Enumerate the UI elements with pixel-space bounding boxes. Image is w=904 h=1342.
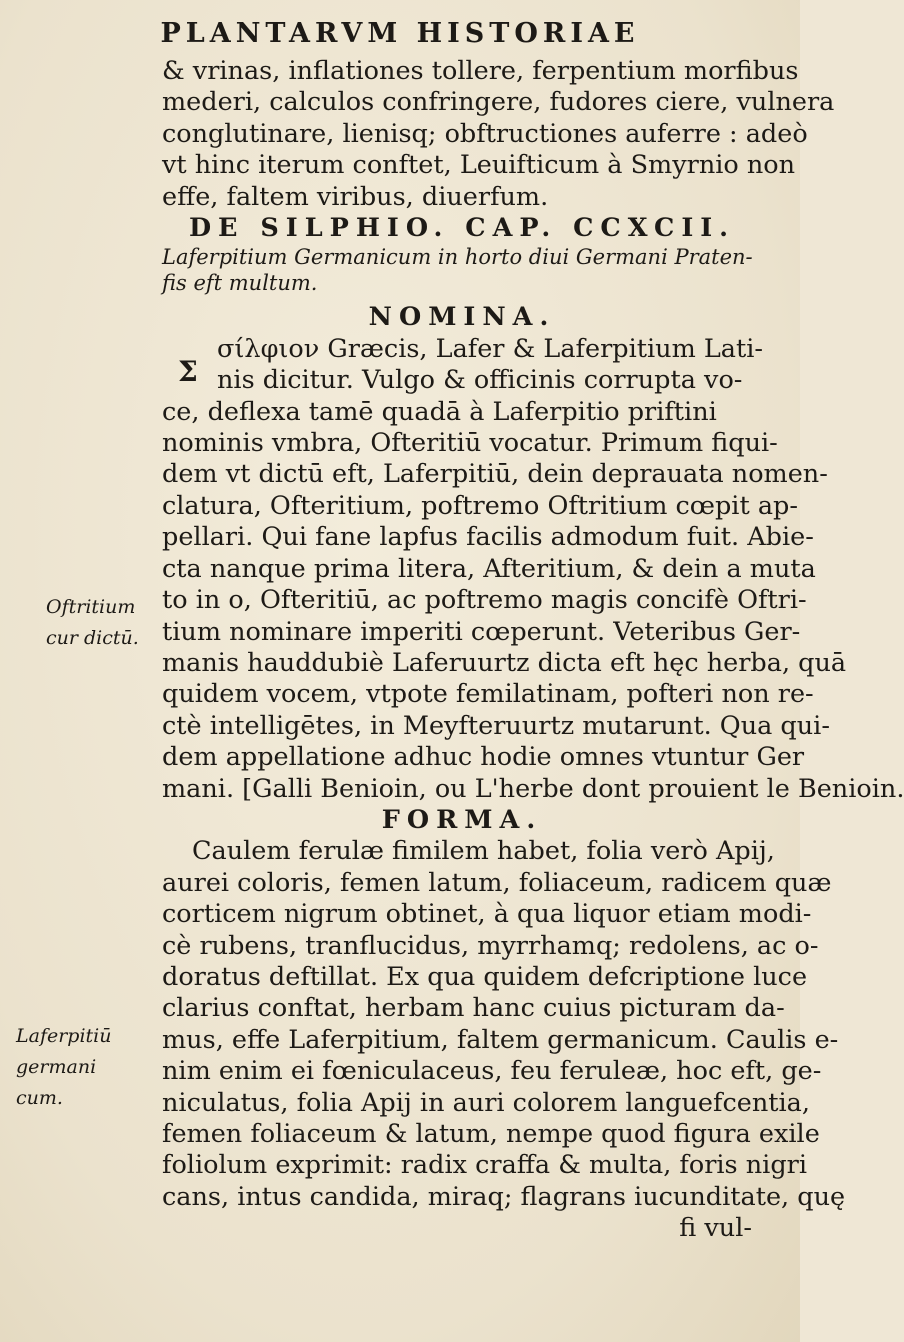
- text-line: doratus deftillat. Ex qua quidem defcriptione luce: [162, 961, 808, 992]
- text-line: corticem nigrum obtinet, à qua liquor etiam modi-: [162, 899, 812, 930]
- text-line: mederi, calculos confringere, fudores ciere, vulnera: [162, 87, 835, 118]
- text-line: manis hauddubiè Laferuurtz dicta eft hęc herba, quā: [162, 647, 847, 678]
- nomina-sign: Σ: [178, 355, 198, 388]
- text-line: foliolum exprimit: radix craffa & multa, foris nigri: [162, 1150, 807, 1181]
- text-line: mani. [Galli Benioin, ou L'herbe dont prouient le Benioin.: [162, 773, 904, 804]
- text-line: conglutinare, lienisq; obftructiones auferre : adeò: [162, 118, 808, 149]
- margin-note-line: Oftritium: [46, 596, 136, 618]
- text-line: σίλφιον Græcis, Lafer & Laferpitium Lati-: [217, 333, 764, 364]
- text-line: ctè intelligētes, in Meyfteruurtz mutarunt. Qua qui-: [162, 710, 830, 741]
- text-line: cans, intus candida, miraq; flagrans iucunditate, quę: [162, 1181, 846, 1212]
- text-line: quidem vocem, vtpote femilatinam, pofteri non re-: [162, 679, 814, 710]
- margin-note-line: cum.: [16, 1087, 63, 1109]
- main-text-block: [162, 56, 904, 1245]
- text-line: cta nanque prima litera, Afteritium, & dein a muta: [162, 553, 816, 584]
- chapter-title: DE SILPHIO. CAP. CCXCII.: [188, 213, 736, 244]
- text-line: femen foliaceum & latum, nempe quod figura exile: [162, 1119, 820, 1149]
- margin-note-laserpitium: [16, 1021, 112, 1114]
- text-line: clatura, Ofteritium, poftremo Oftritium cœpit ap-: [162, 490, 798, 521]
- margin-note-ostritium: [46, 592, 139, 654]
- figure-caption-line: fis eft multum.: [162, 271, 318, 296]
- text-line: Caulem ferulæ fimilem habet, folia verò Apij,: [192, 836, 775, 867]
- catchword: fi vul-: [679, 1213, 752, 1244]
- text-line: clarius conftat, herbam hanc cuius picturam da-: [162, 993, 785, 1024]
- text-line: ce, deflexa tamē quadā à Laferpitio priftini: [162, 396, 717, 427]
- text-line: to in o, Ofteritiū, ac poftremo magis concifè Oftri-: [162, 585, 807, 616]
- text-line: aurei coloris, femen latum, foliaceum, radicem quæ: [162, 867, 832, 898]
- section-heading-nomina: NOMINA.: [368, 302, 556, 333]
- margin-note-line: germani: [16, 1056, 97, 1078]
- running-header: PLANTARVM HISTORIAE: [160, 18, 640, 49]
- text-line: cè rubens, tranflucidus, myrrhamq; redolens, ac o-: [162, 930, 819, 961]
- text-line: nominis vmbra, Ofteritiū vocatur. Primum fiqui-: [162, 428, 778, 459]
- text-line: & vrinas, inflationes tollere, ferpentium morfibus: [162, 56, 799, 86]
- text-line: dem appellatione adhuc hodie omnes vtuntur Ger: [162, 742, 805, 773]
- section-heading-forma: FORMA.: [381, 804, 543, 835]
- text-line: effe, faltem viribus, diuerfum.: [162, 181, 549, 212]
- margin-note-line: Laferpitiū: [16, 1025, 112, 1047]
- text-line: dem vt dictū eft, Laferpitiū, dein deprauata nomen-: [162, 459, 828, 490]
- text-line: vt hinc iterum conftet, Leuifticum à Smyrnio non: [162, 150, 796, 181]
- figure-caption-line: Laferpitium Germanicum in horto diui Germani Praten-: [162, 245, 753, 270]
- text-line: tium nominare imperiti cœperunt. Veteribus Ger-: [162, 616, 801, 647]
- text-line: niculatus, folia Apij in auri colorem languefcentia,: [162, 1087, 810, 1118]
- margin-note-line: cur dictū.: [46, 627, 139, 649]
- text-line: nis dicitur. Vulgo & officinis corrupta vo-: [217, 365, 743, 396]
- text-line: mus, effe Laferpitium, faltem germanicum. Caulis e-: [162, 1024, 839, 1055]
- text-line: pellari. Qui fane lapfus facilis admodum fuit. Abie-: [162, 522, 814, 553]
- text-line: nim enim ei fœniculaceus, feu feruleæ, hoc eft, ge-: [162, 1056, 822, 1087]
